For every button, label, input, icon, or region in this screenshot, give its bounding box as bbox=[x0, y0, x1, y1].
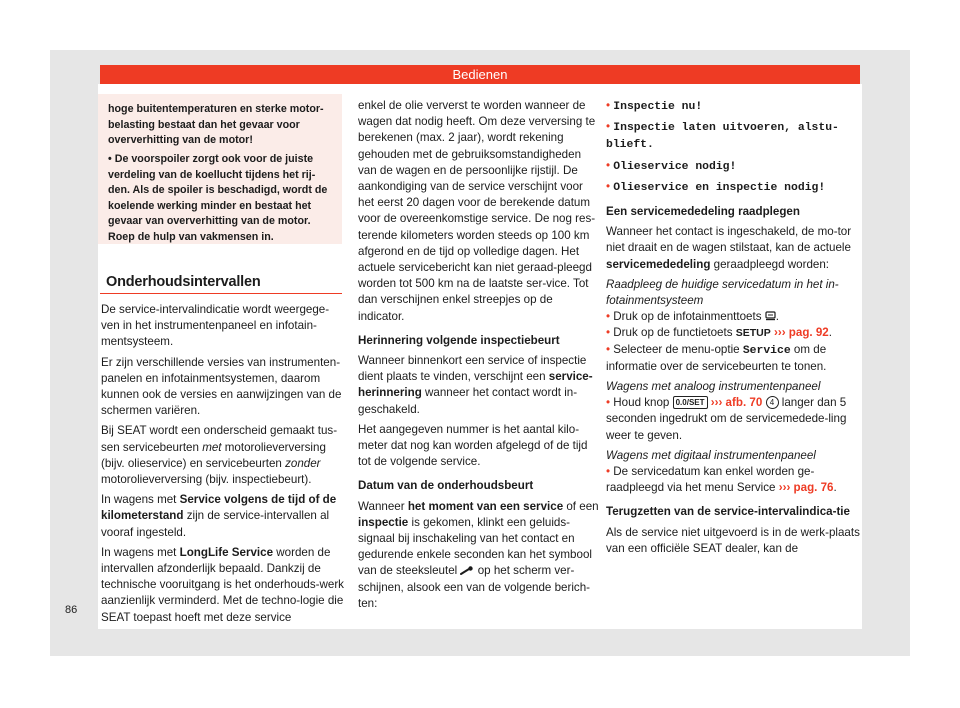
column-1 bbox=[101, 302, 346, 626]
bullet: • bbox=[108, 153, 112, 165]
section-divider bbox=[100, 293, 342, 294]
italic-note: Wagens met analoog instrumentenpaneel bbox=[606, 380, 821, 394]
paragraph: Wanneer binnenkort een service of inspectie dient plaats te vinden, verschijnt een service-herinnering wanneer het contact wordt in-geschakeld. bbox=[358, 354, 593, 416]
column-3 bbox=[606, 98, 861, 557]
message-item: • Inspectie nu! bbox=[606, 99, 703, 113]
column-2 bbox=[358, 98, 602, 612]
paragraph: In wagens met Service volgens de tijd of de kilometerstand zijn de service-intervallen al vooraf ingesteld. bbox=[101, 493, 337, 539]
paragraph: Wanneer het contact is ingeschakeld, de mo-tor niet draait en de wagen stilstaat, kan de actuele servicemededeling geraadpleegd worden: bbox=[606, 225, 852, 271]
list-item: • Selecteer de menu-optie Service om de informatie over de servicebeurten te tonen. bbox=[606, 342, 827, 373]
wrench-icon bbox=[460, 566, 474, 575]
warning-line: oververhitting van de motor! bbox=[108, 134, 253, 146]
list-item: • Druk op de infotainmenttoets . bbox=[606, 310, 779, 324]
warning-line: koelende werking minder en bestaat het bbox=[108, 199, 312, 212]
paragraph: Als de service niet uitgevoerd is in de werk-plaats van een officiële SEAT dealer, kan de bbox=[606, 525, 860, 555]
infotainment-key-icon bbox=[765, 311, 776, 321]
paragraph: In wagens met LongLife Service worden de intervallen afzonderlijk bepaald. Dankzij de technische vooruitgang is het onderhouds-werk aanzienlijk verminderd. Met de techno-logie die SEAT toepast hoeft met deze service bbox=[101, 545, 344, 624]
message-item: • Inspectie laten uitvoeren, alstu-blieft. bbox=[606, 120, 839, 152]
warning-line: belasting bestaat dan het gevaar voor bbox=[108, 118, 300, 131]
message-item: • Olieservice nodig! bbox=[606, 158, 737, 173]
warning-line: verdeling van de koellucht tijdens het rij- bbox=[108, 168, 316, 181]
italic-note: Wagens met digitaal instrumentenpaneel bbox=[606, 448, 816, 462]
italic-note: Raadpleeg de huidige servicedatum in het in-fotainmentsysteem bbox=[606, 277, 839, 308]
warning-line: gevaar van oververhitting van de motor. bbox=[108, 215, 311, 227]
section-title: Onderhoudsintervallen bbox=[106, 274, 261, 290]
paragraph: Het aangegeven nummer is het aantal kilo-meter dat nog kan worden afgelegd of de tijd tot de volgende service. bbox=[358, 422, 588, 469]
subheading: Datum van de onderhoudsbeurt bbox=[358, 479, 534, 493]
list-item: • De servicedatum kan enkel worden ge-raadpleegd via het menu Service ››› pag. 76. bbox=[606, 465, 837, 495]
subheading: Een servicemededeling raadplegen bbox=[606, 205, 800, 219]
subheading: Terugzetten van de service-intervalindica-tie bbox=[606, 505, 850, 519]
figure-reference-link[interactable]: ››› afb. 70 bbox=[710, 396, 763, 410]
warning-line: hoge buitentemperaturen en sterke motor- bbox=[108, 103, 324, 115]
warning-bullet-text: De voorspoiler zorgt ook voor de juiste bbox=[114, 153, 314, 165]
warning-box bbox=[98, 94, 342, 244]
message-item: • Olieservice en inspectie nodig! bbox=[606, 179, 826, 194]
warning-line: Roep de hulp van vakmensen in. bbox=[108, 230, 274, 243]
warning-line: den. Als de spoiler is beschadigd, wordt de bbox=[108, 184, 328, 196]
callout-number: 4 bbox=[766, 396, 779, 409]
paragraph: enkel de olie ververst te worden wanneer de wagen dat nodig heeft. Om deze verversing te berekenen (max. 2 jaar), wordt rekening gehouden met de gebruiksomstandigheden van de wagen en de persoonlijke rijstijl. De aankondiging van de service verschijnt voor het eerst 20 dagen voor de berekende datum voor de overeenkomstige service. De nog res-terende kilometers worden steeds op 100 km afgerond en de tijd op volledige dagen. Het actuele servicebericht kan niet geraad-pleegd worden tot 500 km na de laatste ser-vice. Tot dan verschijnen enkel streepjes op de indicator. bbox=[358, 99, 596, 323]
page-reference-link[interactable]: ››› pag. 92 bbox=[774, 326, 829, 340]
page-header: Bedienen bbox=[100, 65, 860, 84]
list-item: • Druk op de functietoets SETUP ››› pag. 92. bbox=[606, 326, 832, 340]
paragraph: Bij SEAT wordt een onderscheid gemaakt tus-sen servicebeurten met motorolieverversing (bijv. olieservice) en servicebeurten zonder motorolieverversing (bijv. inspectiebeurt). bbox=[101, 424, 338, 487]
paragraph: Wanneer het moment van een service of een inspectie is gekomen, klinkt een geluids-signaal bij inschakeling van het contact en gedurende enkele seconden kan het symbool van de steeksleutel op het scherm ver-schijnen, alsook een van de volgende berich-ten: bbox=[358, 499, 599, 610]
paragraph: De service-intervalindicatie wordt weergege-ven in het instrumentenpaneel en infotain-mentsysteem. bbox=[101, 303, 330, 349]
page-number: 86 bbox=[65, 604, 78, 616]
list-item: • Houd knop 0.0/SET ››› afb. 70 4 langer dan 5 seconden ingedrukt om de servicemedede-ling weer te geven. bbox=[606, 396, 847, 442]
paragraph: Er zijn verschillende versies van instrumenten-panelen en infotainmentsystemen, daarom kunnen ook de versies en aanwijzingen van de schermen variëren. bbox=[101, 355, 342, 418]
set-key: 0.0/SET bbox=[673, 396, 708, 409]
page-reference-link[interactable]: ››› pag. 76 bbox=[778, 481, 834, 495]
subheading: Herinnering volgende inspectiebeurt bbox=[358, 333, 560, 347]
warning-line bbox=[108, 152, 338, 168]
